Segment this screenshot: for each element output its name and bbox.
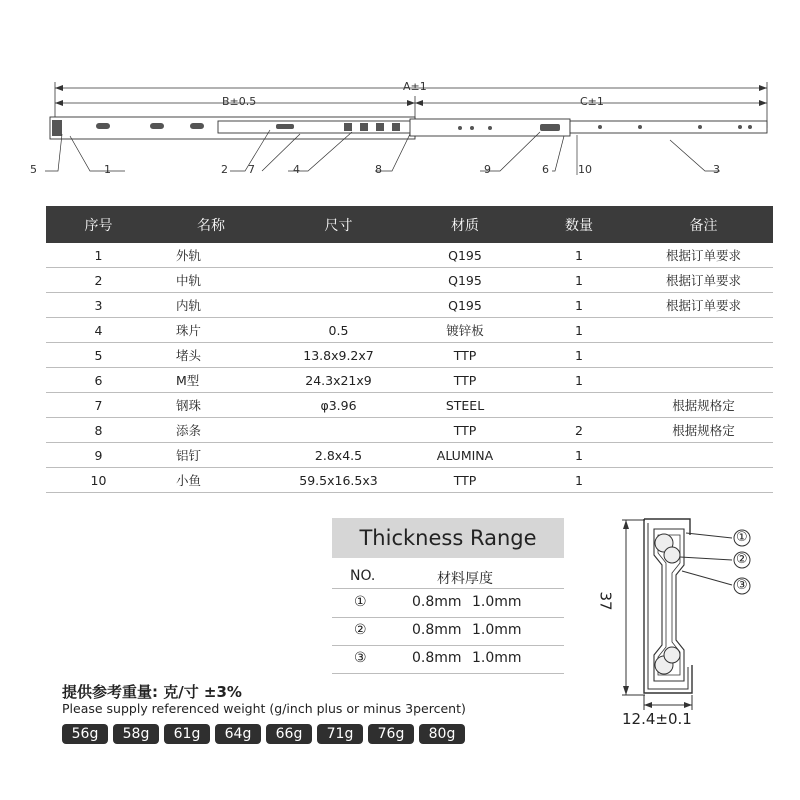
table-row	[46, 443, 773, 468]
cell-quantity: 1	[524, 468, 634, 493]
weight-chip: 71g	[317, 724, 363, 744]
thickness-row	[332, 594, 564, 614]
cell-name: 小鱼	[151, 468, 271, 493]
weight-title-en: Please supply referenced weight (g/inch plus or minus 3percent)	[62, 701, 466, 716]
thickness-col-thickness: 材料厚度	[437, 571, 493, 587]
cell-name: 中轨	[151, 268, 271, 293]
dim-a-label: A±1	[403, 80, 427, 93]
thickness-header-row	[332, 568, 564, 586]
cell-quantity: 1	[524, 243, 634, 268]
cell-size	[271, 243, 406, 268]
cell-index: 3	[46, 293, 151, 318]
thickness-col-no: NO.	[350, 568, 376, 584]
table-row	[46, 418, 773, 443]
callout-5: 5	[30, 163, 37, 176]
cell-name: M型	[151, 368, 271, 393]
cell-index: 6	[46, 368, 151, 393]
cell-name: 铝钉	[151, 443, 271, 468]
cell-material: TTP	[406, 468, 524, 493]
weight-chip: 66g	[266, 724, 312, 744]
thickness-min: 0.8mm	[412, 594, 462, 610]
callout-2: 2	[221, 163, 228, 176]
header-quantity: 数量	[524, 206, 634, 243]
cell-quantity: 1	[524, 368, 634, 393]
section-label-1: ①	[736, 530, 748, 545]
thickness-min: 0.8mm	[412, 622, 462, 638]
cell-remark: 根据规格定	[634, 418, 773, 443]
cell-material: TTP	[406, 343, 524, 368]
cell-name: 堵头	[151, 343, 271, 368]
cell-quantity: 1	[524, 293, 634, 318]
callout-9: 9	[484, 163, 491, 176]
cell-quantity: 1	[524, 318, 634, 343]
cell-size: 2.8x4.5	[271, 443, 406, 468]
section-height-label: 37	[596, 591, 615, 611]
cell-index: 7	[46, 393, 151, 418]
cell-material: 镀锌板	[406, 318, 524, 343]
cell-name: 内轨	[151, 293, 271, 318]
cell-material: TTP	[406, 368, 524, 393]
table-row	[46, 268, 773, 293]
cell-name: 添条	[151, 418, 271, 443]
cell-remark	[634, 443, 773, 468]
dim-b-label: B±0.5	[222, 95, 257, 108]
dim-c-label: C±1	[580, 95, 604, 108]
cell-remark: 根据订单要求	[634, 268, 773, 293]
callout-10: 10	[578, 163, 592, 176]
cell-remark	[634, 368, 773, 393]
cell-index: 5	[46, 343, 151, 368]
header-index: 序号	[46, 206, 151, 243]
table-row	[46, 293, 773, 318]
cell-remark: 根据规格定	[634, 393, 773, 418]
cell-size: φ3.96	[271, 393, 406, 418]
weight-chip: 56g	[62, 724, 108, 744]
callout-8: 8	[375, 163, 382, 176]
table-row	[46, 343, 773, 368]
cell-name: 外轨	[151, 243, 271, 268]
section-label-2: ②	[736, 552, 748, 567]
parts-table	[46, 206, 773, 493]
header-size: 尺寸	[271, 206, 406, 243]
slide-drawing	[0, 0, 800, 190]
thickness-title: Thickness Range	[332, 518, 564, 558]
header-material: 材质	[406, 206, 524, 243]
header-name: 名称	[151, 206, 271, 243]
cell-size: 13.8x9.2x7	[271, 343, 406, 368]
cell-index: 1	[46, 243, 151, 268]
thickness-divider	[332, 645, 564, 646]
cell-size: 0.5	[271, 318, 406, 343]
cell-quantity	[524, 393, 634, 418]
thickness-divider	[332, 673, 564, 674]
cell-quantity: 1	[524, 268, 634, 293]
header-remark: 备注	[634, 206, 773, 243]
cell-size	[271, 418, 406, 443]
section-label-3: ③	[736, 578, 748, 593]
weight-title-cn: 提供参考重量: 克/寸 ±3%	[62, 683, 242, 701]
weight-chip: 61g	[164, 724, 210, 744]
cell-material: Q195	[406, 293, 524, 318]
cell-name: 钢珠	[151, 393, 271, 418]
thickness-row	[332, 650, 564, 670]
cell-index: 10	[46, 468, 151, 493]
cell-remark	[634, 468, 773, 493]
table-row	[46, 468, 773, 493]
cell-material: Q195	[406, 243, 524, 268]
weight-chip: 58g	[113, 724, 159, 744]
table-row	[46, 243, 773, 268]
cell-material: TTP	[406, 418, 524, 443]
table-row	[46, 393, 773, 418]
cell-quantity: 1	[524, 343, 634, 368]
cell-remark	[634, 343, 773, 368]
cell-quantity: 1	[524, 443, 634, 468]
cell-index: 4	[46, 318, 151, 343]
cell-size: 59.5x16.5x3	[271, 468, 406, 493]
cell-material: Q195	[406, 268, 524, 293]
section-width-label: 12.4±0.1	[622, 710, 692, 728]
cell-remark	[634, 318, 773, 343]
table-row	[46, 318, 773, 343]
thickness-min: 0.8mm	[412, 650, 462, 666]
cell-remark: 根据订单要求	[634, 293, 773, 318]
thickness-max: 1.0mm	[472, 622, 522, 638]
cell-name: 珠片	[151, 318, 271, 343]
thickness-max: 1.0mm	[472, 650, 522, 666]
weight-chip-list	[62, 724, 465, 744]
weight-chip: 76g	[368, 724, 414, 744]
callout-7: 7	[248, 163, 255, 176]
weight-chip: 80g	[419, 724, 465, 744]
thickness-divider	[332, 588, 564, 589]
thickness-max: 1.0mm	[472, 594, 522, 610]
callout-6: 6	[542, 163, 549, 176]
cell-quantity: 2	[524, 418, 634, 443]
thickness-row-number: ③	[354, 650, 367, 666]
thickness-divider	[332, 617, 564, 618]
cell-size	[271, 268, 406, 293]
callout-3: 3	[713, 163, 720, 176]
cell-size: 24.3x21x9	[271, 368, 406, 393]
thickness-row-number: ②	[354, 622, 367, 638]
cell-index: 2	[46, 268, 151, 293]
weight-chip: 64g	[215, 724, 261, 744]
callout-1: 1	[104, 163, 111, 176]
cell-material: ALUMINA	[406, 443, 524, 468]
thickness-row	[332, 622, 564, 642]
cell-index: 9	[46, 443, 151, 468]
table-header-row	[46, 206, 773, 243]
cell-remark: 根据订单要求	[634, 243, 773, 268]
table-row	[46, 368, 773, 393]
callout-4: 4	[293, 163, 300, 176]
cell-index: 8	[46, 418, 151, 443]
cell-material: STEEL	[406, 393, 524, 418]
thickness-row-number: ①	[354, 594, 367, 610]
cell-size	[271, 293, 406, 318]
